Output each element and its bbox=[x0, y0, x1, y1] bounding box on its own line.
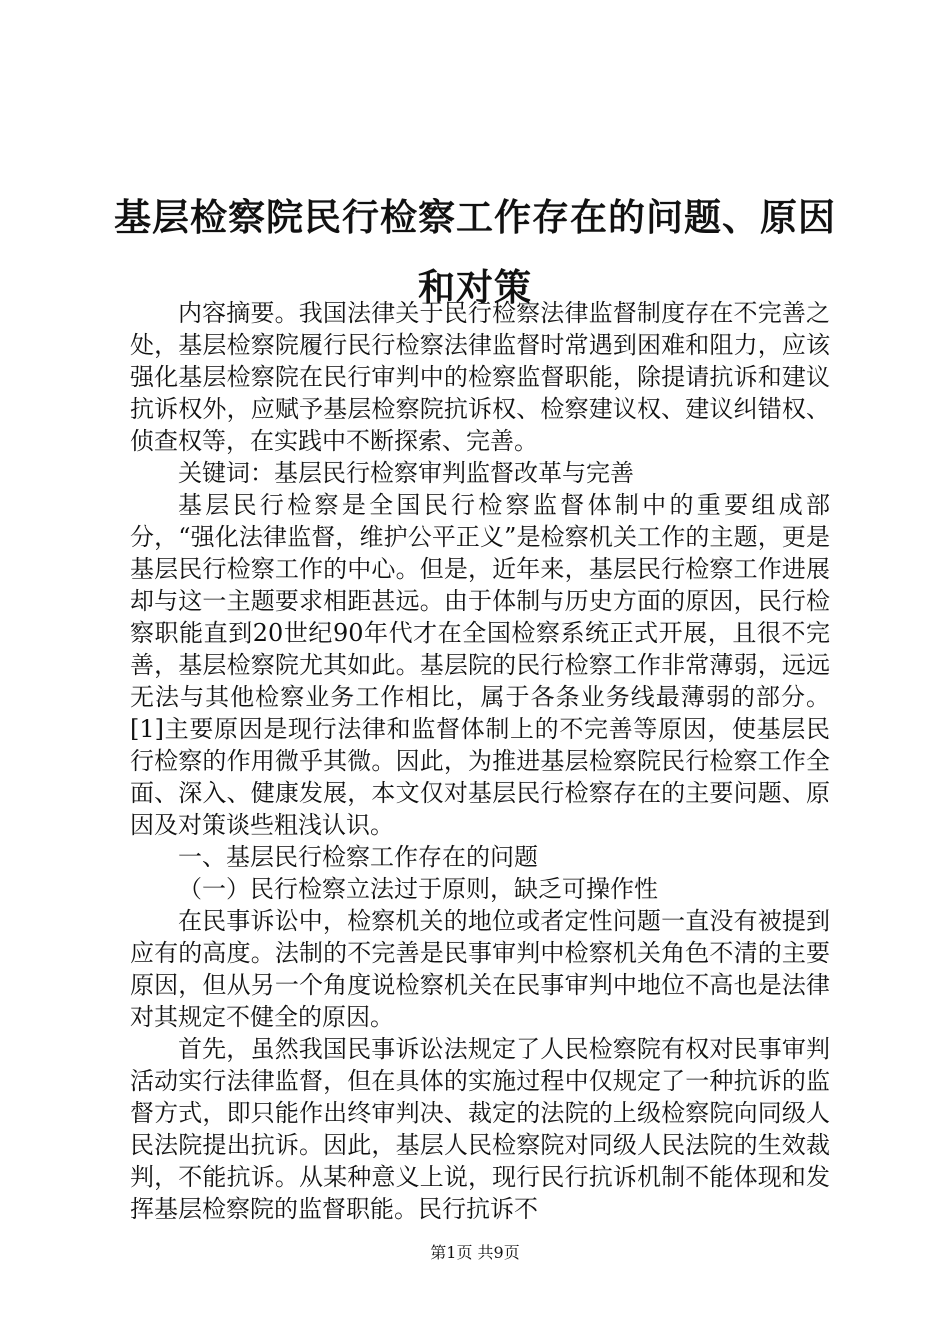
abstract-paragraph: 内容摘要。我国法律关于民行检察法律监督制度存在不完善之处，基层检察院履行民行检察法律监督时常遇到困难和阻力，应该强化基层检察院在民行审判中的检察监督职能，除提请抗诉和建议抗诉权外，应赋予基层检察院抗诉权、检察建议权、建议纠错权、侦查权等，在实践中不断探索、完善。 bbox=[130, 299, 830, 455]
intro-paragraph: 基层民行检察是全国民行检察监督体制中的重要组成部分，“强化法律监督，维护公平正义”是检察机关工作的主题，更是基层民行检察工作的中心。但是，近年来，基层民行检察工作进展却与这一主题要求相距甚远。由于体制与历史方面的原因，民行检察职能直到20世纪90年代才在全国检察系统正式开展，且很不完善，基层检察院尤其如此。基层院的民行检察工作非常薄弱，远远无法与其他检察业务工作相比，属于各条业务线最薄弱的部分。[1]主要原因是现行法律和监督体制上的不完善等原因，使基层民行检察的作用微乎其微。因此，为推进基层检察院民行检察工作全面、深入、健康发展，本文仅对基层民行检察存在的主要问题、原因及对策谈些粗浅认识。 bbox=[130, 491, 830, 839]
page-number: 第1页 共9页 bbox=[430, 1243, 520, 1262]
body-paragraph: 首先，虽然我国民事诉讼法规定了人民检察院有权对民事审判活动实行法律监督，但在具体的实施过程中仅规定了一种抗诉的监督方式，即只能作出终审判决、裁定的法院的上级检察院向同级人民法院提出抗诉。因此，基层人民检察院对同级人民法院的生效裁判，不能抗诉。从某种意义上说，现行民行抗诉机制不能体现和发挥基层检察院的监督职能。民行抗诉不 bbox=[130, 1035, 830, 1223]
keywords-line: 关键词：基层民行检察审判监督改革与完善 bbox=[178, 459, 634, 487]
document-title: 基层检察院民行检察工作存在的问题、原因和对策 bbox=[114, 195, 836, 309]
body-paragraph: 在民事诉讼中，检察机关的地位或者定性问题一直没有被提到应有的高度。法制的不完善是民事审判中检察机关角色不清的主要原因，但从另一个角度说检察机关在民事审判中地位不高也是法律对其规定不健全的原因。 bbox=[130, 907, 830, 1031]
document-body bbox=[130, 297, 830, 1225]
section-heading: 一、基层民行检察工作存在的问题 bbox=[178, 843, 538, 871]
subsection-heading: （一）民行检察立法过于原则，缺乏可操作性 bbox=[178, 875, 658, 903]
